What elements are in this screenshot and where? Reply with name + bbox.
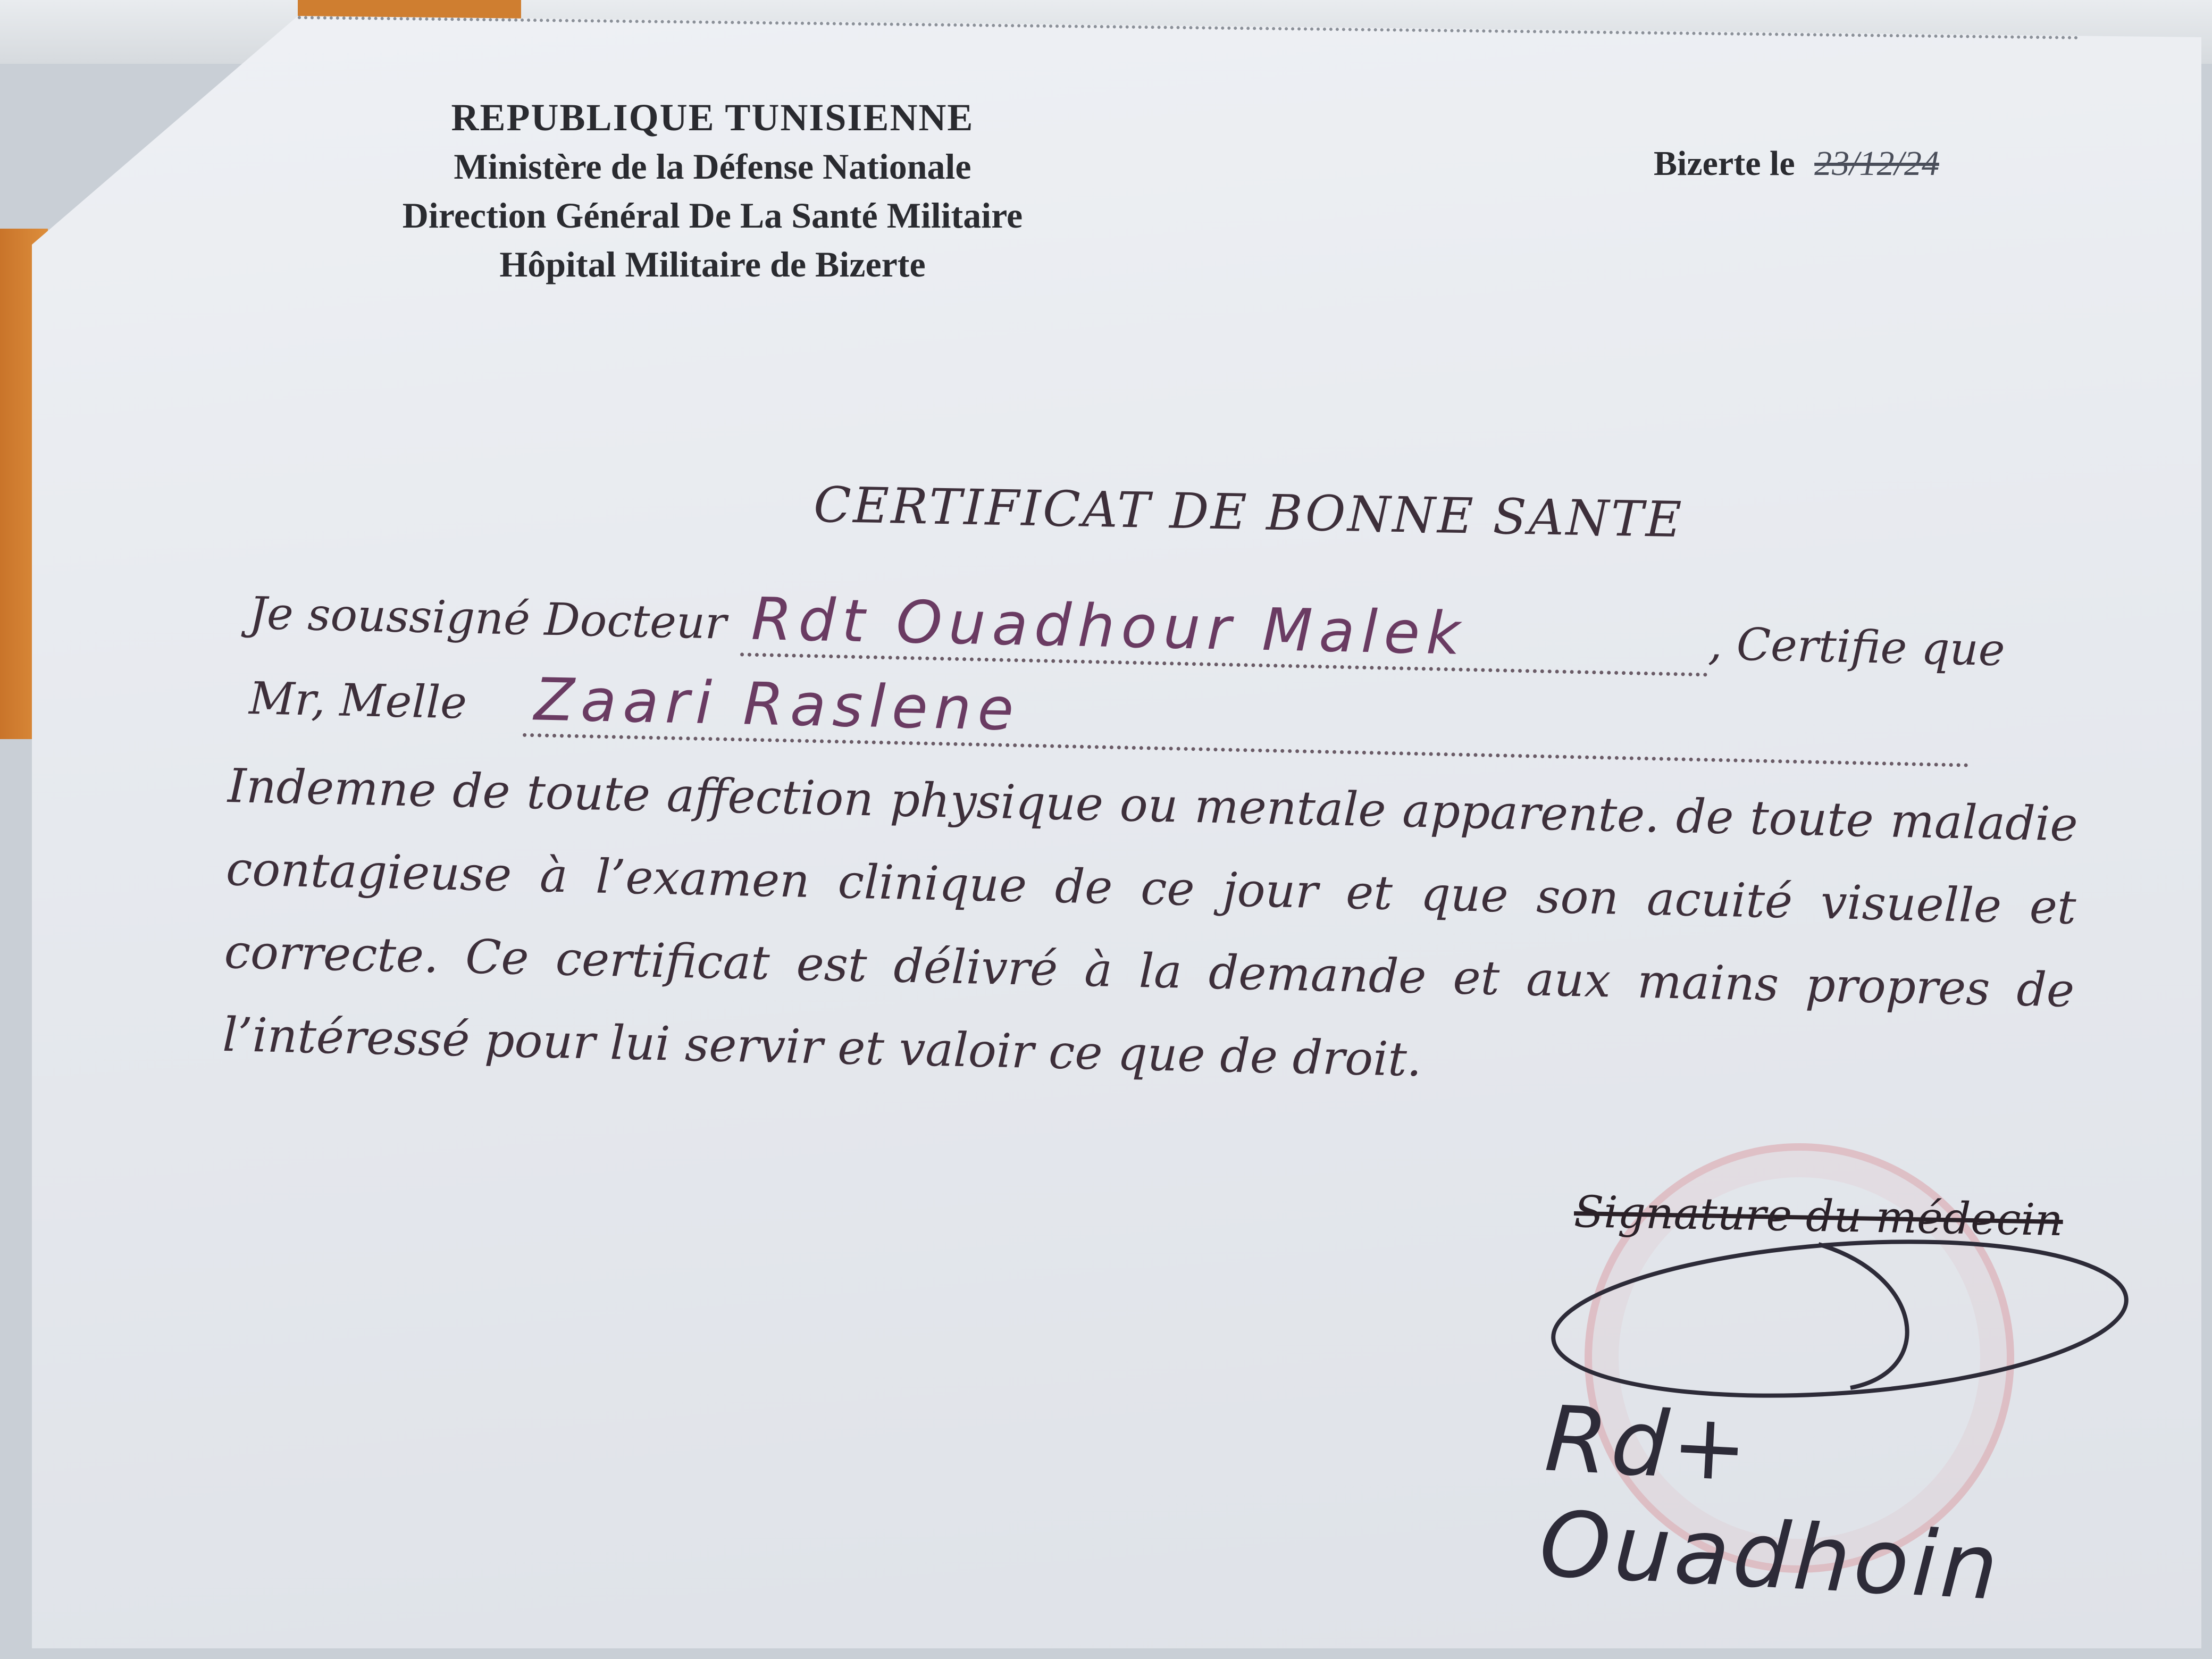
signature-label: Signature du médecin <box>1573 1186 2064 1246</box>
place-date <box>1654 144 1939 184</box>
letterhead <box>319 93 1106 289</box>
letterhead-country: REPUBLIQUE TUNISIENNE <box>451 96 974 139</box>
certificate-title: CERTIFICAT DE BONNE SANTE <box>813 476 1685 549</box>
handwritten-signature: Rd+ Ouadhoin <box>1537 1386 2004 1621</box>
letterhead-hospital: Hôpital Militaire de Bizerte <box>499 244 926 284</box>
doctor-name-field: Rdt Ouadhour Malek <box>740 584 1709 676</box>
doctor-line-suffix: , Certifie que <box>1707 617 2006 676</box>
handwritten-date: 23/12/24 <box>1814 144 1939 183</box>
doctor-line-prefix: Je soussigné Docteur <box>248 586 727 649</box>
certificate-body-text: Indemne de toute affection physique ou mentale apparente. de toute maladie contagieuse à l’examen clinique de ce jour et que son acuité visuelle et correcte. Ce certificat est délivré à la demande et aux mains propres de l’intéressé pour lui servir et valoir ce que de droit. <box>222 758 2079 1087</box>
letterhead-direction: Direction Général De La Santé Militaire <box>402 195 1023 236</box>
patient-name-field: Zaari Raslene <box>523 665 1970 767</box>
place-label: Bizerte le <box>1654 144 1795 183</box>
patient-line-prefix: Mr, Melle <box>248 672 467 729</box>
letterhead-ministry: Ministère de la Défense Nationale <box>454 146 971 187</box>
